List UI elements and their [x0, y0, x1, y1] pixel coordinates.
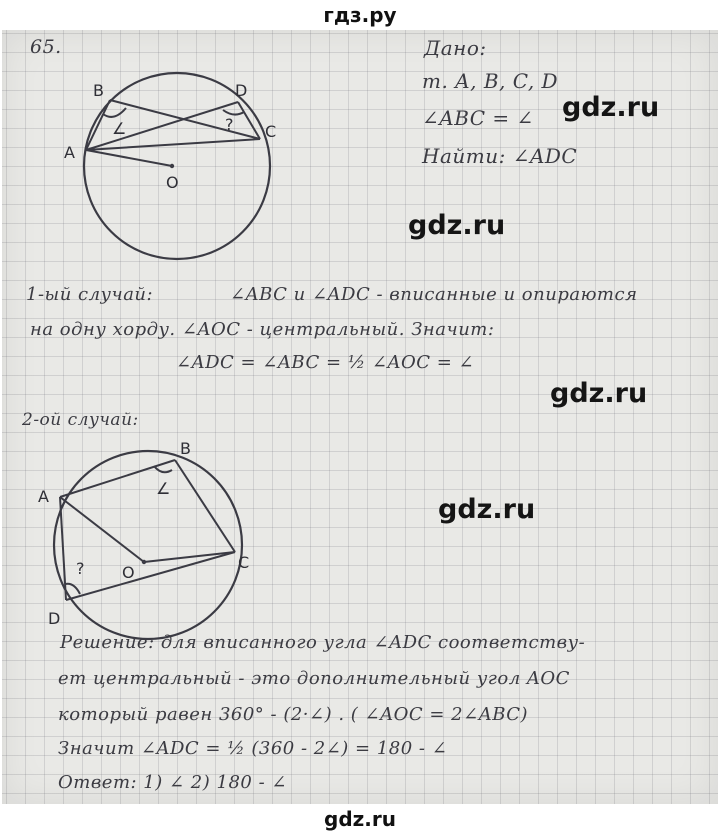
figure-1-label-a: A — [64, 143, 75, 162]
solution-line-3: который равен 360° - (2·∠) . ( ∠AOC = 2∠ABC) — [58, 704, 529, 725]
case-1-line-3: ∠ADC = ∠ABC = ½ ∠AOC = ∠ — [176, 352, 475, 373]
case-1-line-2: на одну хорду. ∠AOC - центральный. Значит: — [30, 319, 495, 340]
figure-2-label-d: D — [48, 609, 61, 628]
answer-line: Ответ: 1) ∠ 2) 180 - ∠ — [58, 772, 287, 793]
watermark-1: gdz.ru — [562, 92, 660, 123]
figure-2-radius-ao — [60, 497, 144, 562]
watermark-2: gdz.ru — [408, 210, 506, 241]
figure-1-chord-ab — [86, 100, 110, 150]
notebook-page — [2, 30, 718, 804]
problem-number: 65. — [30, 36, 62, 58]
solution-line-4: Значит ∠ADC = ½ (360 - 2∠) = 180 - ∠ — [58, 738, 448, 759]
figure-1-radius-ao — [86, 150, 172, 166]
figure-1-diagram — [2, 30, 720, 280]
given-heading: Дано: — [424, 36, 487, 60]
figure-1-angle-d: ? — [225, 115, 234, 134]
case-1-heading: 1-ый случай: — [26, 284, 154, 305]
figure-2-angle-d: ? — [76, 559, 85, 578]
figure-1-angle-b: ∠ — [112, 119, 127, 138]
figure-2-label-o: O — [122, 563, 135, 582]
solution-line-1: Решение: для вписанного угла ∠ADC соответству- — [60, 632, 586, 653]
figure-1-label-o: O — [166, 173, 179, 192]
figure-2-diagram — [2, 410, 720, 660]
figure-2-angle-b: ∠ — [156, 479, 171, 498]
given-angle: ∠ABC = ∠ — [422, 106, 534, 130]
watermark-3: gdz.ru — [550, 378, 648, 409]
figure-1-center-dot — [170, 164, 174, 168]
figure-2-circle — [54, 451, 242, 639]
figure-2-chord-bc — [175, 460, 235, 552]
figure-2-chord-dc — [66, 552, 235, 600]
figure-1-label-b: B — [93, 81, 104, 100]
case-2-heading: 2-ой случай: — [22, 410, 139, 430]
figure-1-arc-d — [223, 110, 244, 115]
solution-line-2: ет центральный - это дополнительный угол AOC — [58, 668, 570, 689]
watermark-4: gdz.ru — [438, 494, 536, 525]
figure-2-radius-oc — [144, 552, 235, 562]
figure-2-center-dot — [142, 560, 146, 564]
figure-2-label-a: A — [38, 487, 49, 506]
figure-1-label-c: C — [265, 122, 277, 141]
case-1-line-1: ∠ABC и ∠ADC - вписанные и опираются — [230, 284, 638, 305]
figure-1-label-d: D — [235, 81, 248, 100]
site-footer[interactable]: gdz.ru — [0, 804, 720, 834]
figure-1-chord-ac — [86, 139, 260, 150]
figure-2-label-b: B — [180, 439, 191, 458]
figure-2-label-c: C — [238, 553, 250, 572]
site-header[interactable]: гдз.ру — [0, 0, 720, 30]
find-angle: Найти: ∠ADC — [422, 144, 578, 168]
given-points: т. A, B, C, D — [422, 69, 559, 93]
